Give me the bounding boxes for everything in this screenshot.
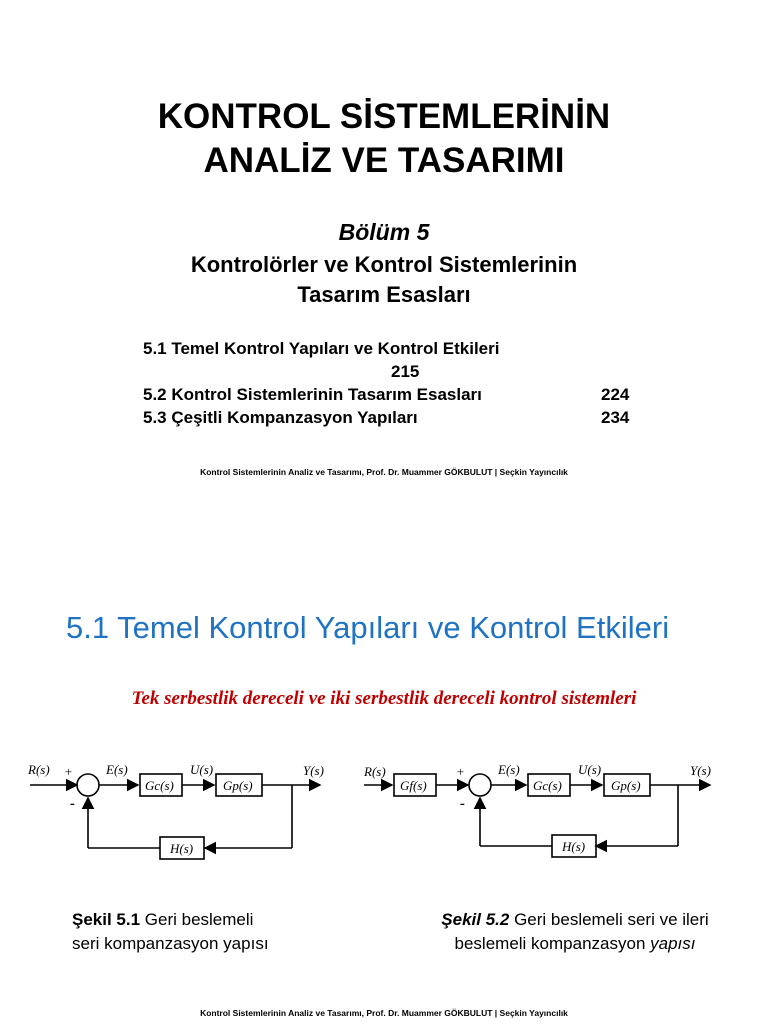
book-title-line2: ANALİZ VE TASARIMI — [203, 141, 565, 180]
figure-5-2-text-line2: beslemeli kompanzasyon — [454, 934, 651, 953]
d1-gc-block: Gc(s) — [145, 778, 174, 793]
d1-u-label: U(s) — [190, 762, 214, 777]
d2-minus: - — [460, 796, 465, 812]
toc-page-5-3: 234 — [601, 408, 630, 427]
slide1-footer: Kontrol Sistemlerinin Analiz ve Tasarımı, Prof. Dr. Muammer GÖKBULUT | Seçkin Yayıncılık — [200, 467, 568, 477]
chapter-title — [0, 250, 768, 310]
d1-h-block: H(s) — [170, 841, 194, 856]
d2-e-label: E(s) — [498, 762, 520, 777]
toc-item-5-1: 5.1 Temel Kontrol Yapıları ve Kontrol Etkileri — [143, 339, 500, 358]
figure-5-2-caption — [420, 908, 730, 956]
slide2-footer: Kontrol Sistemlerinin Analiz ve Tasarımı, Prof. Dr. Muammer GÖKBULUT | Seçkin Yayıncılık — [200, 1008, 568, 1018]
figure-5-1-number: Şekil 5.1 — [72, 910, 141, 929]
d1-e-label: E(s) — [106, 762, 128, 777]
toc-page-5-1: 215 — [391, 362, 420, 381]
d2-h-block: H(s) — [562, 839, 586, 854]
figure-5-2-number: Şekil 5.2 — [441, 910, 510, 929]
toc-item-5-3: 5.3 Çeşitli Kompanzasyon Yapıları — [143, 408, 418, 427]
d2-plus: + — [456, 764, 465, 779]
figure-5-1-caption — [72, 908, 269, 956]
book-title-line1: KONTROL SİSTEMLERİNİN — [157, 97, 611, 136]
d1-minus: - — [70, 796, 75, 812]
d2-gc-block: Gc(s) — [533, 778, 562, 793]
d1-plus: + — [64, 764, 73, 779]
chapter-title-line1: Kontrolörler ve Kontrol Sistemlerinin — [190, 252, 578, 277]
chapter-title-line2: Tasarım Esasları — [297, 282, 471, 307]
figure-5-2-text: Geri beslemeli seri ve ileri — [509, 910, 709, 929]
figure-5-1-text: Geri beslemeli — [140, 910, 254, 929]
d1-r-label: R(s) — [28, 762, 50, 777]
d2-y-label: Y(s) — [690, 763, 711, 778]
toc-item-5-2: 5.2 Kontrol Sistemlerinin Tasarım Esasları — [143, 385, 482, 404]
d2-u-label: U(s) — [578, 762, 602, 777]
d2-gf-block: Gf(s) — [400, 778, 427, 793]
d2-r-label: R(s) — [364, 764, 386, 779]
section-subheading: Tek serbestlik dereceli ve iki serbestlik dereceli kontrol sistemleri — [131, 688, 637, 709]
block-diagram-feedforward — [360, 750, 720, 870]
figure-5-1-text-line2: seri kompanzasyon yapısı — [72, 934, 269, 953]
d1-gp-block: Gp(s) — [223, 778, 253, 793]
section-heading: 5.1 Temel Kontrol Yapıları ve Kontrol Etkileri — [66, 610, 670, 645]
d1-y-label: Y(s) — [303, 763, 324, 778]
block-diagram-series — [20, 750, 340, 870]
toc-page-5-2: 224 — [601, 385, 630, 404]
chapter-label: Bölüm 5 — [338, 219, 430, 245]
figure-5-2-text-italic: yapısı — [650, 934, 696, 953]
d2-gp-block: Gp(s) — [611, 778, 641, 793]
